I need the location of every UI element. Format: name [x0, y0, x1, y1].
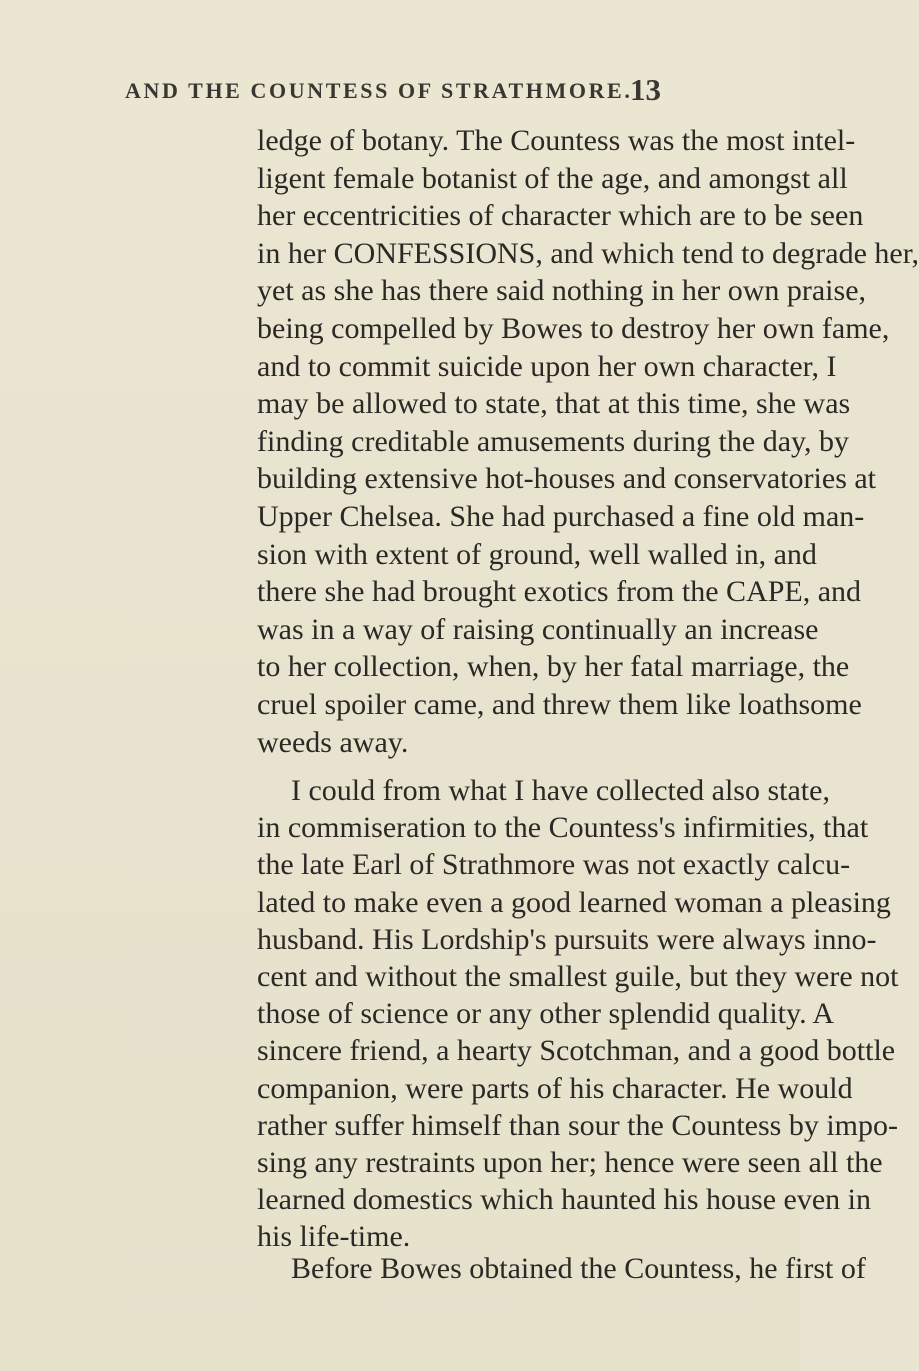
text-line: Upper Chelsea. She had purchased a fine old man- — [257, 499, 865, 533]
text-line: ledge of botany. The Countess was the most intel- — [257, 124, 856, 157]
paragraph-2 — [257, 772, 899, 1255]
text-line: to her collection, when, by her fatal marriage, the — [257, 650, 850, 684]
text-line: cruel spoiler came, and threw them like loathsome — [257, 687, 862, 721]
page-number: 13 — [630, 72, 661, 107]
text-line: yet as she has there said nothing in her own praise, — [257, 274, 867, 308]
text-line: cent and without the smallest guile, but they were not — [257, 959, 899, 993]
text-line: in commiseration to the Countess's infirmities, that — [257, 811, 869, 845]
text-line: may be allowed to state, that at this time, she was — [257, 387, 851, 421]
text-line: sincere friend, a hearty Scotchman, and a good bottle — [257, 1034, 896, 1068]
paragraph-3 — [257, 1250, 866, 1288]
text-line: finding creditable amusements during the day, by — [257, 424, 850, 458]
text-line: those of science or any other splendid quality. A — [257, 997, 835, 1031]
text-line: the late Earl of Strathmore was not exactly calcu- — [257, 848, 851, 882]
text-line: I could from what I have collected also state, — [291, 774, 830, 807]
paragraph-1 — [257, 122, 919, 761]
text-line: lated to make even a good learned woman a pleasing — [257, 885, 891, 919]
text-line: building extensive hot-houses and conservatories at — [257, 462, 877, 496]
text-line: his life-time. — [257, 1220, 411, 1254]
running-head: AND THE COUNTESS OF STRATHMORE. — [125, 78, 633, 103]
text-line: there she had brought exotics from the CAPE, and — [257, 575, 862, 609]
text-line: learned domestics which haunted his house even in — [257, 1183, 872, 1217]
text-line: was in a way of raising continually an increase — [257, 612, 819, 646]
text-line: weeds away. — [257, 725, 409, 759]
text-line: being compelled by Bowes to destroy her own fame, — [257, 311, 890, 345]
text-line: Before Bowes obtained the Countess, he first of — [291, 1252, 866, 1285]
page-header — [0, 72, 800, 112]
text-line: companion, were parts of his character. He would — [257, 1071, 853, 1105]
text-line: and to commit suicide upon her own character, I — [257, 349, 837, 383]
text-line: ligent female botanist of the age, and amongst all — [257, 161, 848, 195]
text-line: husband. His Lordship's pursuits were always inno- — [257, 922, 877, 956]
text-line: in her CONFESSIONS, and which tend to degrade her, — [257, 236, 919, 270]
text-line: sing any restraints upon her; hence were seen all the — [257, 1145, 883, 1179]
text-line: her eccentricities of character which are to be seen — [257, 199, 864, 233]
text-line: rather suffer himself than sour the Countess by impo- — [257, 1108, 898, 1142]
text-line: sion with extent of ground, well walled in, and — [257, 537, 817, 571]
